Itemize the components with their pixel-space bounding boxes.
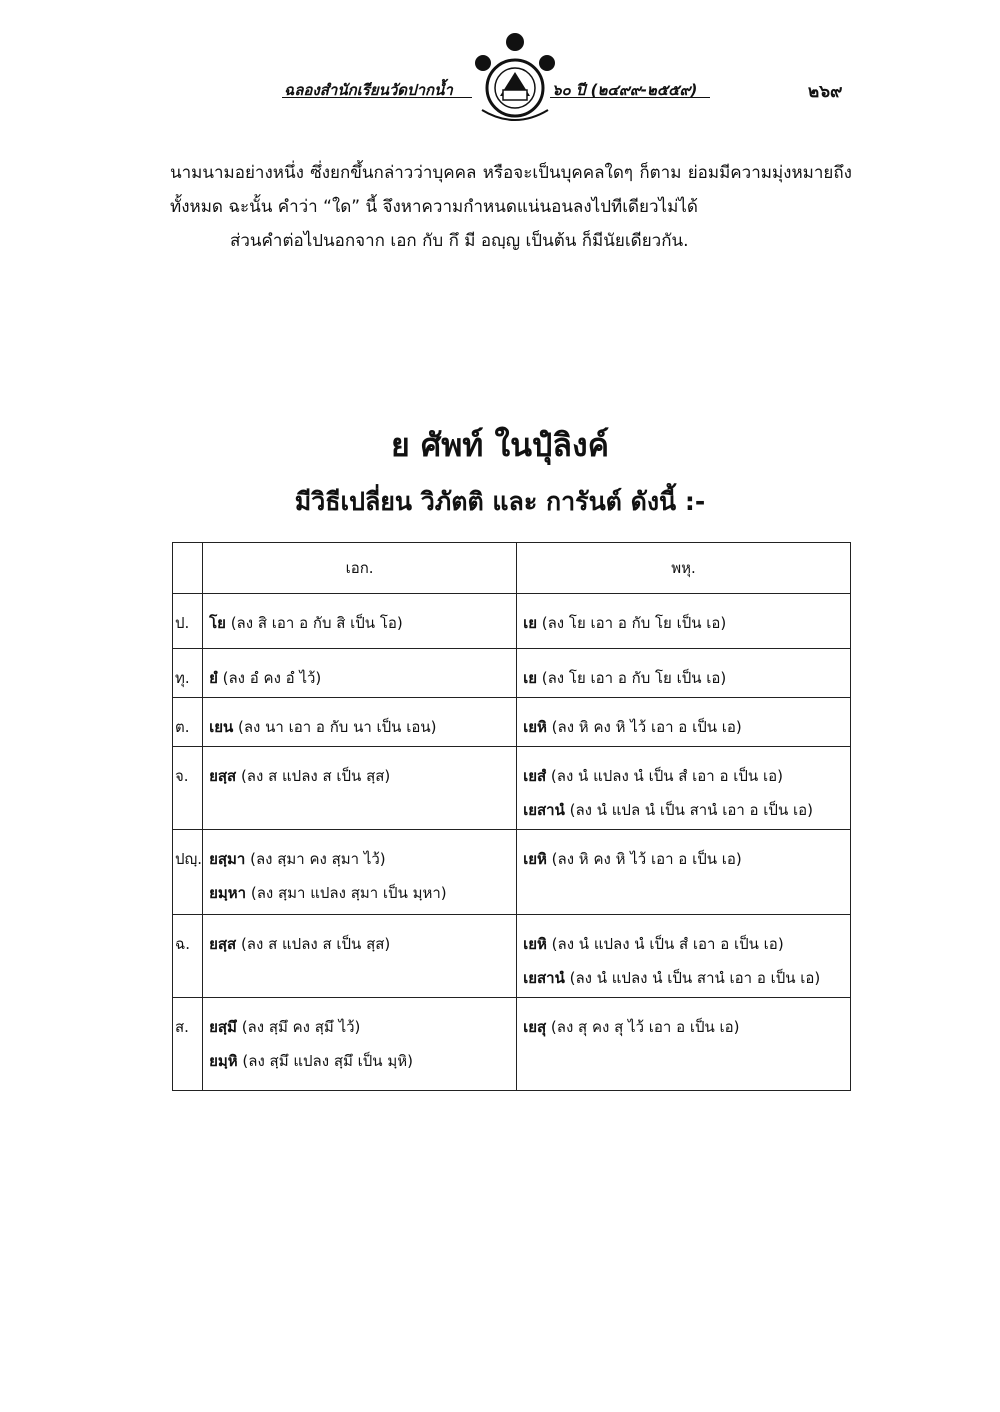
temple-seal-logo [470,30,560,135]
form-rule: (ลง สฺมา คง สฺมา ไว้) [245,850,386,868]
plural-form [517,1010,850,1044]
form-rule: (ลง สฺมึ คง สฺมึ ไว้) [236,1018,361,1036]
singular-form [203,842,516,876]
page-number: ๒๖๙ [808,82,843,102]
form-stem: เยสานํ [523,801,565,819]
plural-cell [517,698,851,747]
form-rule: (ลง นํ แปล นํ เป็น สานํ เอา อ เป็น เอ) [564,801,813,819]
form-rule: (ลง โย เอา อ กับ โย เป็น เอ) [537,669,727,687]
form-rule: (ลง สิ เอา อ กับ สิ เป็น โอ) [225,614,403,632]
case-label: ป. [175,614,190,632]
table-row [173,830,851,915]
singular-cell [203,998,517,1091]
case-cell [173,698,203,747]
form-rule: (ลง นํ แปลง นํ เป็น สานํ เอา อ เป็น เอ) [564,969,821,987]
case-label: ฉ. [175,935,190,953]
form-stem: ยํ [209,669,218,687]
form-rule: (ลง สุ คง สุ ไว้ เอา อ เป็น เอ) [546,1018,740,1036]
table-header-row [173,543,851,594]
header-right-title: ๖๐ ปี (๒๔๙๙-๒๕๕๙) [552,81,698,99]
form-stem: เยสํ [523,767,547,785]
case-cell [173,649,203,698]
form-rule: (ลง นํ แปลง นํ เป็น สํ เอา อ เป็น เอ) [546,767,783,785]
table-row [173,649,851,698]
declension-table [172,542,851,1091]
plural-cell [517,747,851,830]
plural-form [517,927,850,961]
table-row [173,747,851,830]
plural-cell [517,830,851,915]
form-stem: เยหิ [523,850,547,868]
table-row [173,998,851,1091]
case-label: ส. [175,1018,189,1036]
header-rule-left [282,97,472,98]
plural-form [517,961,850,995]
singular-form [203,606,516,640]
form-stem: เย [523,614,537,632]
header-left-title: ฉลองสำนักเรียนวัดปากน้ำ [284,81,453,99]
singular-cell [203,698,517,747]
form-stem: เย [523,669,537,687]
form-rule: (ลง โย เอา อ กับ โย เป็น เอ) [537,614,727,632]
form-rule: (ลง อํ คง อํ ไว้) [217,669,322,687]
body-paragraph-1: นามนามอย่างหนึ่ง ซึ่งยกขึ้นกล่าวว่าบุคคล หรือจะเป็นบุคคลใดๆ ก็ตาม ย่อมมีความมุ่งหมายถึงทั้งหมด ฉะนั้น คำว่า “ใด” นี้ จึงหาความกำหนดแน่นอนลงไปทีเดียวไม่ได้ [170,163,852,217]
singular-cell [203,915,517,998]
form-stem: เยน [209,718,234,736]
form-rule: (ลง ส แปลง ส เป็น สฺส) [236,767,391,785]
plural-form [517,793,850,827]
form-stem: เยหิ [523,718,547,736]
body-paragraph-2: ส่วนคำต่อไปนอกจาก เอก กับ กึ มี อญฺญ เป็นต้น ก็มีนัยเดียวกัน. [230,231,689,251]
case-label: ต. [175,718,190,736]
plural-cell [517,998,851,1091]
form-stem: ยสฺมา [209,850,246,868]
plural-cell [517,649,851,698]
singular-cell [203,649,517,698]
singular-form [203,927,516,961]
form-rule: (ลง หิ คง หิ ไว้ เอา อ เป็น เอ) [546,850,742,868]
table-row [173,915,851,998]
plural-cell [517,594,851,649]
form-stem: ยมฺหา [209,884,247,902]
header-plural: พหุ. [517,543,851,594]
singular-form [203,876,516,910]
case-cell [173,747,203,830]
body-text [170,156,852,258]
case-label: จ. [175,767,189,785]
plural-form [517,710,850,744]
plural-form [517,661,850,695]
header-singular: เอก. [203,543,517,594]
form-stem: เยสุ [523,1018,547,1036]
table-row [173,698,851,747]
table-row [173,594,851,649]
form-stem: ยมฺหิ [209,1052,238,1070]
plural-form [517,842,850,876]
table-body [173,594,851,1091]
singular-cell [203,747,517,830]
section-subtitle: มีวิธีเปลี่ยน วิภัตติ และ การันต์ ดังนี้ :- [294,487,706,516]
form-stem: ยสฺส [209,767,237,785]
singular-form [203,1044,516,1078]
singular-form [203,710,516,744]
header-rule-right [550,97,710,98]
form-rule: (ลง ส แปลง ส เป็น สฺส) [236,935,391,953]
header-case [173,543,203,594]
form-stem: ยสฺมึ [209,1018,237,1036]
case-label: ทุ. [175,669,190,687]
form-stem: โย [209,614,226,632]
plural-form [517,759,850,793]
singular-form [203,661,516,695]
case-cell [173,830,203,915]
case-cell [173,998,203,1091]
singular-form [203,759,516,793]
case-cell [173,594,203,649]
singular-cell [203,830,517,915]
form-stem: เยสานํ [523,969,565,987]
case-cell [173,915,203,998]
form-stem: ยสฺส [209,935,237,953]
form-rule: (ลง สฺมา แปลง สฺมา เป็น มฺหา) [246,884,447,902]
plural-cell [517,915,851,998]
singular-form [203,1010,516,1044]
form-rule: (ลง นา เอา อ กับ นา เป็น เอน) [233,718,437,736]
plural-form [517,606,850,640]
section-title: ย ศัพท์ ในปุํลิงค์ [391,426,609,464]
form-rule: (ลง สฺมึ แปลง สฺมึ เป็น มฺหิ) [237,1052,413,1070]
form-rule: (ลง นํ แปลง นํ เป็น สํ เอา อ เป็น เอ) [546,935,784,953]
form-rule: (ลง หิ คง หิ ไว้ เอา อ เป็น เอ) [546,718,742,736]
singular-cell [203,594,517,649]
case-label: ปญฺ. [175,850,203,868]
form-stem: เยหิ [523,935,547,953]
page-header [0,0,1000,140]
